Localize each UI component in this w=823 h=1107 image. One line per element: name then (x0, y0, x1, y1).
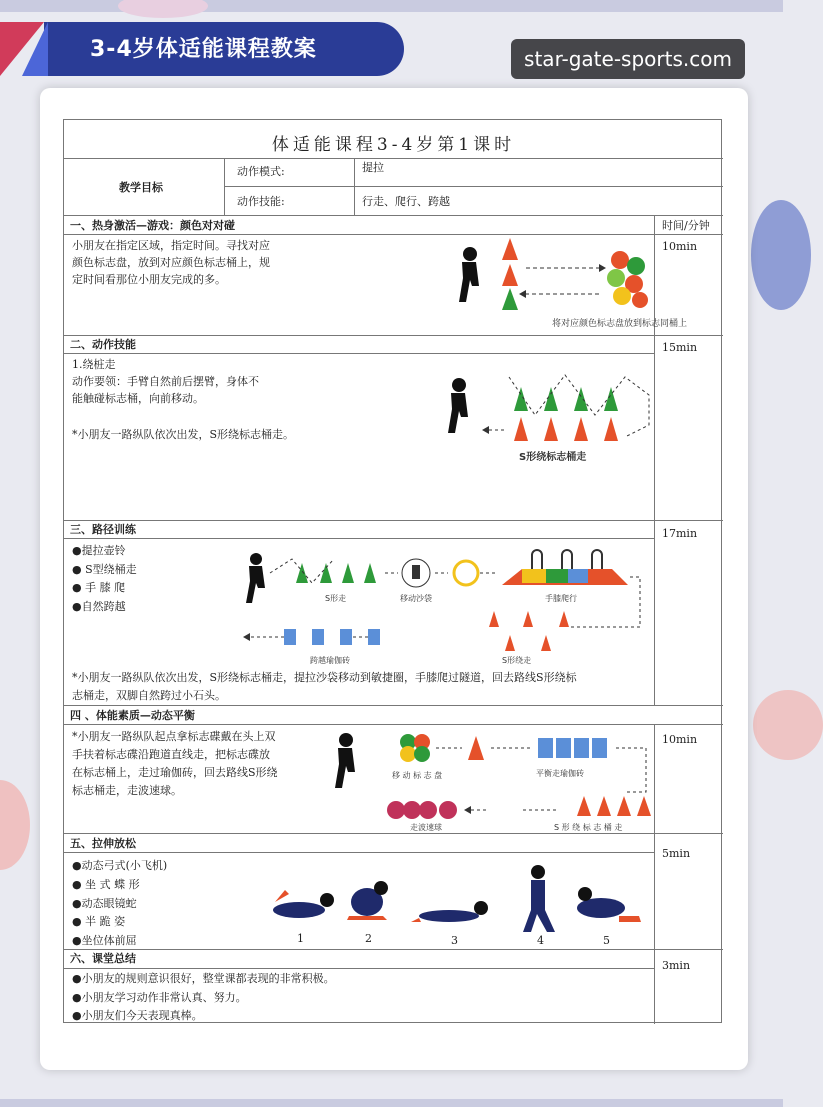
section-3-item: ●自然跨越 (72, 600, 126, 613)
color-match-caption: 将对应颜色标志盘放到标志同桶上 (552, 319, 688, 329)
balance-caption-slalom: S 形 绕 标 志 桶 走 (554, 823, 623, 832)
section-2-line: *小朋友一路纵队依次出发，S形绕标志桶走。 (72, 428, 295, 441)
path-caption-yoga-bricks: 跨越瑜伽砖 (310, 656, 350, 665)
section-3-time: 17min (662, 527, 698, 540)
section-2-line: 能触碰标志桶，向前移动。 (72, 392, 204, 405)
section-4-time: 10min (662, 733, 698, 746)
objective-label: 教学目标 (119, 181, 163, 194)
section-5-item: ● 半 跪 姿 (72, 915, 126, 928)
balance-caption-bosu: 走波速球 (410, 823, 442, 832)
banner-title: 3-4岁体适能课程教案 (90, 37, 317, 62)
section-4-title: 四 、体能素质—动态平衡 (70, 709, 195, 722)
section-6-time: 3min (662, 959, 691, 972)
section-5-item: ●动态弓式(小飞机) (72, 859, 168, 872)
section-2-line: 动作要领：手臂自然前后摆臂，身体不 (72, 375, 259, 388)
site-watermark: star-gate-sports.com (511, 39, 745, 79)
section-4-line: 手扶着标志碟沿跑道直线走，把标志碟放 (72, 748, 270, 761)
section-6-title: 六、课堂总结 (70, 952, 136, 965)
section-1-line: 小朋友在指定区域，指定时间。寻找对应 (72, 239, 270, 252)
balance-caption-bricks: 平衡走瑜伽砖 (536, 769, 584, 778)
section-3-item: ● S型绕桶走 (72, 563, 137, 576)
section-3-title: 三、路径训练 (70, 523, 136, 536)
section-1-title: 一、热身激活—游戏：颜色对对碰 (70, 219, 235, 232)
path-training-illustration (240, 545, 652, 667)
move-skill-value: 行走、爬行、跨越 (362, 195, 450, 208)
section-1-time: 10min (662, 240, 698, 253)
balance-caption-disc: 移 动 标 志 盘 (392, 771, 443, 780)
stretch-number-2: 2 (365, 932, 372, 945)
slalom-illustration (439, 375, 654, 465)
page-banner (0, 22, 404, 76)
stretch-number-5: 5 (603, 934, 610, 947)
path-caption-sandbag: 移动沙袋 (400, 594, 432, 603)
section-4-line: 标志桶走，走波速球。 (72, 784, 182, 797)
lesson-table (63, 119, 722, 1023)
section-2-title: 二、动作技能 (70, 338, 136, 351)
section-5-title: 五、拉伸放松 (70, 837, 136, 850)
section-4-line: 在标志桶上，走过瑜伽砖，回去路线S形绕 (72, 766, 278, 779)
move-skill-label: 动作技能: (237, 195, 285, 208)
section-1-line: 颜色标志盘，放到对应颜色标志桶上，规 (72, 256, 270, 269)
stretch-number-4: 4 (537, 934, 544, 947)
section-3-item: ●提拉壶铃 (72, 544, 126, 557)
section-3-note: *小朋友一路纵队依次出发，S形绕标志桶走，提拉沙袋移动到敏捷圈，手膝爬过隧道，回去路线S形绕标 (72, 671, 577, 684)
stretch-illustration (269, 858, 649, 948)
section-5-time: 5min (662, 847, 691, 860)
section-6-item: ●小朋友学习动作非常认真、努力。 (72, 991, 247, 1004)
section-3-note: 志桶走，双脚自然跨过小石头。 (72, 689, 226, 702)
path-caption-crawl: 手膝爬行 (545, 594, 577, 603)
time-header: 时间/分钟 (662, 219, 710, 232)
section-4-line: *小朋友一路纵队起点拿标志碟戴在头上双 (72, 730, 276, 743)
section-2-line: 1.绕桩走 (72, 358, 116, 371)
path-caption-s-walk: S形走 (325, 594, 347, 603)
path-caption-s-around: S形绕走 (502, 656, 532, 665)
stretch-number-1: 1 (297, 932, 304, 945)
section-5-item: ●坐位体前屈 (72, 934, 137, 947)
lesson-title: 体适能课程3-4岁第1课时 (271, 135, 516, 155)
stretch-number-3: 3 (451, 934, 458, 947)
move-mode-value: 提拉 (362, 161, 384, 174)
section-5-item: ● 坐 式 蝶 形 (72, 878, 140, 891)
balance-illustration (326, 728, 652, 832)
move-mode-label: 动作模式: (237, 165, 285, 178)
section-2-time: 15min (662, 341, 698, 354)
section-3-item: ● 手 膝 爬 (72, 581, 126, 594)
section-5-item: ●动态眼镜蛇 (72, 897, 137, 910)
section-6-item: ●小朋友的规则意识很好，整堂课都表现的非常积极。 (72, 972, 335, 985)
section-6-item: ●小朋友们今天表现真棒。 (72, 1009, 203, 1022)
section-1-line: 定时间看那位小朋友完成的多。 (72, 273, 226, 286)
slalom-caption: S形绕标志桶走 (519, 452, 587, 463)
